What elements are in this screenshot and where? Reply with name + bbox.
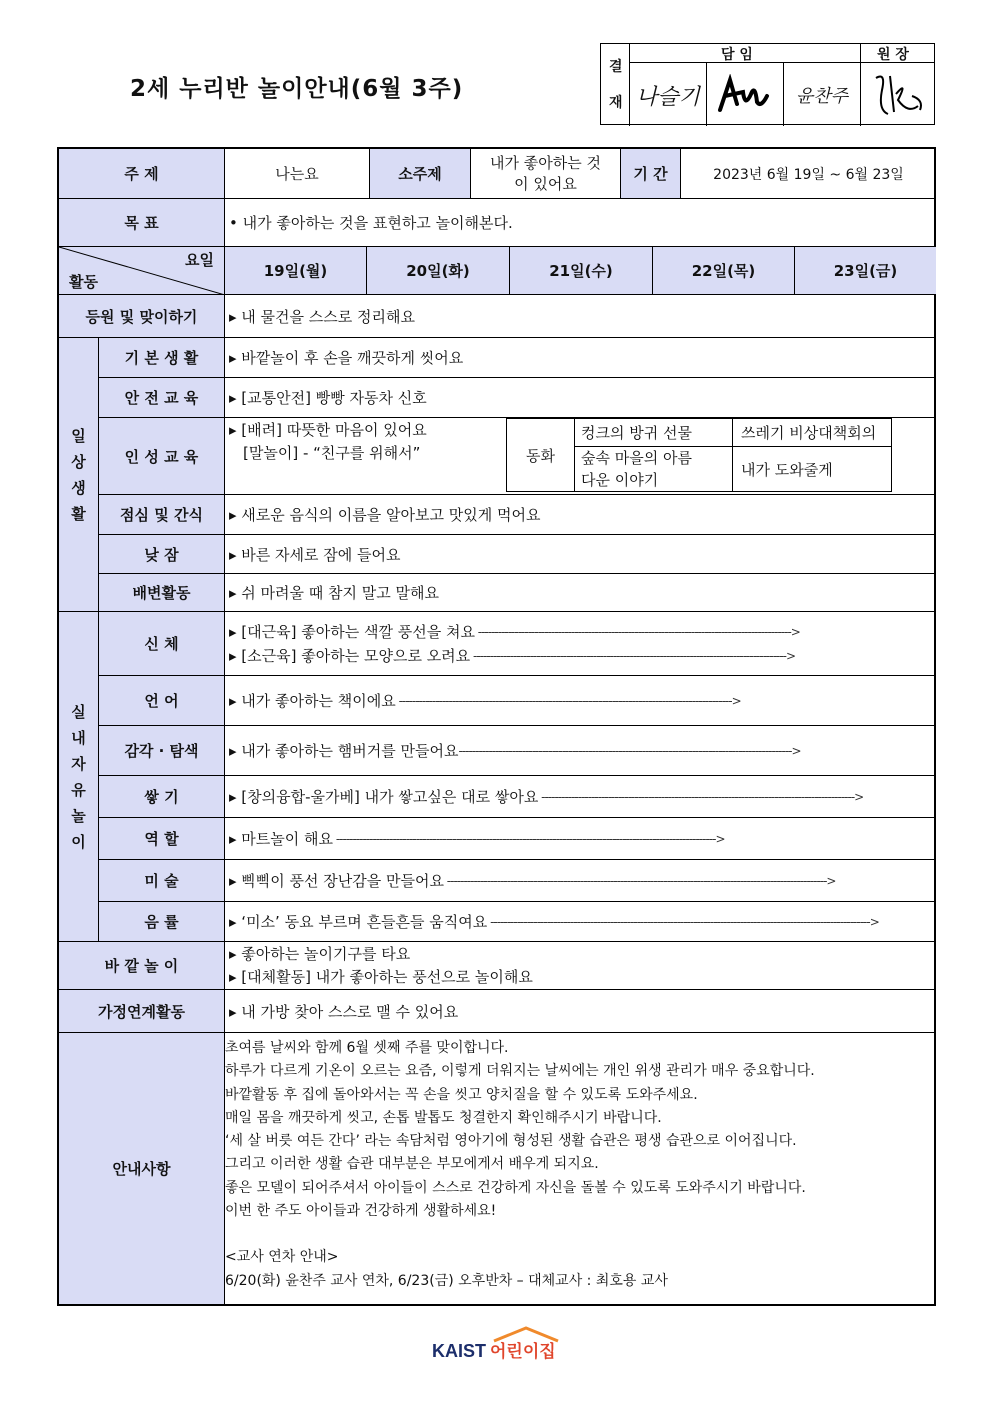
- period-value: 2023년 6월 19일 ~ 6월 23일: [681, 149, 936, 199]
- story-4: 내가 도와줄게: [741, 460, 833, 479]
- approval-box: [600, 43, 935, 125]
- activity-label: 활동: [69, 273, 98, 291]
- blocks-text: ▸ [창의융합-울가베] 내가 쌓고싶은 대로 쌓아요: [229, 788, 539, 806]
- nap-label: 낮 잠: [99, 535, 225, 574]
- role-text: ▸ 마트놀이 해요: [229, 830, 334, 848]
- physical-cell: ▸ [대근육] 좋아하는 색깔 풍선을 쳐요 ----------------------------------------------------------------------------------------------> ▸ [소근육] 좋아하는 모양으로 오려요 ---------------------------------------------------------------------------------------------->: [225, 612, 936, 676]
- sensory-cell: ▸ 내가 좋아하는 햄버거를 만들어요 ---------------------------------------------------------------------------------------------------->: [225, 726, 936, 776]
- outdoor-line-1: ▸ 좋아하는 놀이기구를 타요: [229, 944, 411, 963]
- role-cell: ▸ 마트놀이 해요 ------------------------------------------------------------------------------------------------------------------>: [225, 818, 936, 860]
- outdoor-label: 바 깥 놀 이: [59, 942, 225, 990]
- music-text: ▸ ‘미소’ 동요 부르며 흔들흔들 움직여요: [229, 913, 488, 931]
- notice-text: 초여름 날씨와 함께 6월 셋째 주를 맞이합니다. 하루가 다르게 기온이 오르는 요즘, 이렇게 더워지는 날씨에는 개인 위생 관리가 매우 중요합니다. 바깥활동 후 집에 돌아와서는 꼭 손을 씻고 양치질을 할 수 있도록 도와주세요. 매일 몸을 깨끗하게 씻고, 손톱 발톱도 청결한지 확인해주시기 바랍니다. ‘세 살 버릇 여든 간다’ 라는 속담처럼 영아기에 형성된 생활 습관은 평생 습관으로 이어집니다. 그리고 이러한 생활 습관 대부분은 부모에게서 배우게 되지요. 좋은 모델이 되어주셔서 아이들이 스스로 건강하게 자신을 돌볼 수 있도록 도와주시기 바랍니다. 이번 한 주도 아이들과 건강하게 생활하세요! <교사 연차 안내> 6/20(화) 윤찬주 교사 연차, 6/23(금) 오후반차 – 대체교사 : 최호용 교사: [225, 1040, 815, 1289]
- story-label: 동화: [507, 419, 575, 491]
- notice-cell: [225, 1033, 936, 1304]
- goal-value: • 내가 좋아하는 것을 표현하고 놀이해본다.: [225, 199, 936, 247]
- lunch-text: ▸ 새로운 음식의 이름을 알아보고 맛있게 먹어요: [225, 495, 936, 535]
- lunch-label: 점심 및 간식: [99, 495, 225, 535]
- blocks-cell: ▸ [창의융합-울가베] 내가 쌓고싶은 대로 쌓아요 ---------------------------------------------------------------------------------------------->: [225, 776, 936, 818]
- physical-label: 신 체: [99, 612, 225, 676]
- music-cell: ▸ ‘미소’ 동요 부르며 흔들흔들 움직여요 ------------------------------------------------------------------------------------------------------------------>: [225, 902, 936, 942]
- basic-life-text: ▸ 바깥놀이 후 손을 깨끗하게 씻어요: [225, 338, 936, 378]
- art-label: 미 술: [99, 860, 225, 902]
- theme-value: 나는요: [225, 149, 370, 199]
- day-header-fri: 23일(금): [795, 247, 936, 295]
- toilet-label: 배변활동: [99, 574, 225, 612]
- teacher-header: 담 임: [721, 47, 753, 63]
- physical-line-2: ▸ [소근육] 좋아하는 모양으로 오려요: [229, 646, 471, 665]
- role-label: 역 할: [99, 818, 225, 860]
- arrival-text: ▸ 내 물건을 스스로 정리해요: [225, 295, 936, 338]
- arrival-label: 등원 및 맞이하기: [59, 295, 225, 338]
- story-3: 숲속 마을의 아름다운 이야기: [575, 447, 733, 491]
- day-header-tue: 20일(화): [367, 247, 510, 295]
- music-label: 음 률: [99, 902, 225, 942]
- day-activity-header: [59, 247, 225, 295]
- physical-line-1: ▸ [대근육] 좋아하는 색깔 풍선을 쳐요: [229, 622, 475, 641]
- subtheme-value: 내가 좋아하는 것이 있어요: [471, 149, 621, 199]
- basic-life-label: 기 본 생 활: [99, 338, 225, 378]
- approval-side-label-2: 재: [609, 95, 623, 111]
- signature-teacher-2-image: [708, 66, 782, 124]
- plan-table: [57, 147, 936, 1306]
- house-roof-icon: [490, 1325, 562, 1343]
- language-label: 언 어: [99, 676, 225, 726]
- goal-label: 목 표: [59, 199, 225, 247]
- language-text: ▸ 내가 좋아하는 책이에요: [229, 692, 396, 710]
- day-header-thu: 22일(목): [653, 247, 795, 295]
- signature-teacher-3: 윤찬주: [795, 86, 849, 107]
- nap-text: ▸ 바른 자세로 잠에 들어요: [225, 535, 936, 574]
- safety-text: ▸ [교통안전] 빵빵 자동차 신호: [225, 378, 936, 418]
- day-header-mon: 19일(월): [225, 247, 367, 295]
- page-title: 2세 누리반 놀이안내(6월 3주): [130, 76, 464, 102]
- sensory-label: 감각 · 탐색: [99, 726, 225, 776]
- story-table: [506, 418, 892, 492]
- sensory-text: ▸ 내가 좋아하는 햄버거를 만들어요: [229, 742, 459, 760]
- toilet-text: ▸ 쉬 마려울 때 참지 말고 말해요: [225, 574, 936, 612]
- character-line-2: [말놀이] - “친구를 위해서”: [243, 444, 421, 462]
- day-header-wed: 21일(수): [510, 247, 653, 295]
- character-label: 인 성 교 육: [99, 418, 225, 495]
- theme-label: 주 제: [59, 149, 225, 199]
- signature-teacher-1: 나슬기: [636, 84, 700, 110]
- kaist-logo: [432, 1337, 556, 1362]
- logo-daycare-text: 어린이집: [490, 1342, 556, 1362]
- home-label: 가정연계활동: [59, 990, 225, 1033]
- outdoor-cell: [225, 942, 936, 990]
- story-2: 쓰레기 비상대책회의: [733, 419, 891, 447]
- director-header: 원 장: [877, 47, 909, 63]
- character-line-1: ▸ [배려] 따뜻한 마음이 있어요: [229, 421, 427, 439]
- daily-life-group: 일 상 생 활: [59, 338, 99, 612]
- art-cell: ▸ 삑삑이 풍선 장난감을 만들어요 ------------------------------------------------------------------------------------------------------------------>: [225, 860, 936, 902]
- story-1: 컹크의 방귀 선물: [575, 419, 733, 447]
- safety-label: 안 전 교 육: [99, 378, 225, 418]
- language-cell: ▸ 내가 좋아하는 책이에요 ---------------------------------------------------------------------------------------------------->: [225, 676, 936, 726]
- period-label: 기 간: [621, 149, 681, 199]
- art-text: ▸ 삑삑이 풍선 장난감을 만들어요: [229, 872, 444, 890]
- approval-side-label-1: 결: [609, 59, 623, 75]
- home-text: ▸ 내 가방 찾아 스스로 맬 수 있어요: [225, 990, 936, 1033]
- subtheme-label: 소주제: [370, 149, 471, 199]
- logo-kaist-text: KAIST: [432, 1341, 486, 1361]
- notice-label: 안내사항: [59, 1033, 225, 1304]
- day-label: 요일: [185, 251, 214, 269]
- blocks-label: 쌓 기: [99, 776, 225, 818]
- free-play-group: 실 내 자 유 놀 이: [59, 612, 99, 942]
- outdoor-line-2: ▸ [대체활동] 내가 좋아하는 풍선으로 놀이해요: [229, 967, 533, 986]
- signature-director-image: [862, 66, 934, 124]
